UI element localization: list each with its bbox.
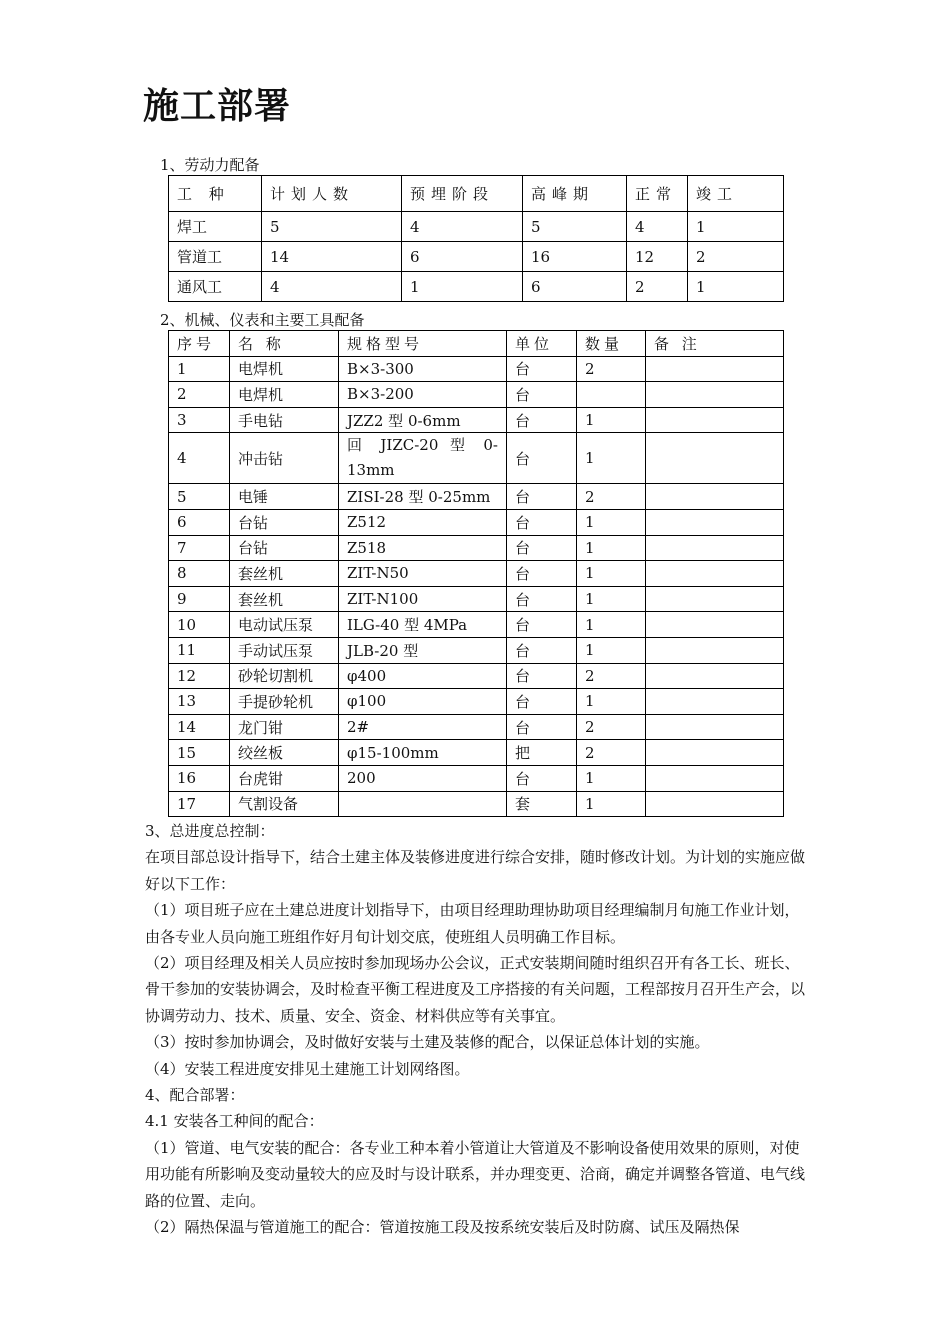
table-cell: 2 [688, 242, 784, 272]
table-cell: φ100 [339, 689, 507, 715]
table-header-cell: 名 称 [230, 331, 339, 357]
table-cell [646, 765, 784, 791]
table-cell: 台 [507, 612, 577, 638]
table-cell: 气割设备 [230, 791, 339, 817]
table-cell: 5 [169, 484, 230, 510]
tool-row [169, 535, 784, 561]
table-cell: 14 [262, 242, 402, 272]
table-cell [646, 356, 784, 382]
table-cell: 套 [507, 791, 577, 817]
table-cell: 套丝机 [230, 586, 339, 612]
body-text [145, 818, 810, 1241]
table-cell: 台 [507, 509, 577, 535]
table-cell [646, 612, 784, 638]
table-cell: φ15-100mm [339, 740, 507, 766]
table-cell [646, 561, 784, 587]
table-cell: ZISI-28 型 0-25mm [339, 484, 507, 510]
table-cell: 绞丝板 [230, 740, 339, 766]
table-cell: 台 [507, 765, 577, 791]
table-cell: 2 [627, 272, 688, 302]
table-cell: 2 [577, 714, 646, 740]
table-header-cell: 数量 [577, 331, 646, 357]
table-cell: 2 [577, 484, 646, 510]
tools-table [168, 330, 784, 817]
table-cell: 13 [169, 689, 230, 715]
table-cell: 台 [507, 484, 577, 510]
table-cell: 2 [577, 663, 646, 689]
table-cell [339, 791, 507, 817]
table-cell: 8 [169, 561, 230, 587]
section3-paragraph: （3）按时参加协调会，及时做好安装与土建及装修的配合，以保证总体计划的实施。 [145, 1033, 710, 1052]
table-cell [646, 509, 784, 535]
table-cell: 1 [688, 212, 784, 242]
table-cell: 台钻 [230, 509, 339, 535]
labor-row [169, 212, 784, 242]
table-cell: B×3-300 [339, 356, 507, 382]
section3-heading: 3、总进度总控制： [145, 822, 275, 840]
table-cell: 龙门钳 [230, 714, 339, 740]
table-cell: JLB-20 型 [339, 637, 507, 663]
table-header-cell: 正常 [627, 176, 688, 212]
table-cell: 16 [169, 765, 230, 791]
table-cell: φ400 [339, 663, 507, 689]
tool-row [169, 612, 784, 638]
table-cell [646, 740, 784, 766]
table-cell: 6 [523, 272, 627, 302]
table-cell: 1 [577, 765, 646, 791]
table-cell: 1 [577, 791, 646, 817]
table-cell: 手提砂轮机 [230, 689, 339, 715]
table-cell: 回 JIZC-20 型 0-13mm [339, 433, 507, 484]
table-cell: 4 [627, 212, 688, 242]
table-cell: 台 [507, 382, 577, 408]
table-cell [577, 382, 646, 408]
table-cell: 2 [577, 740, 646, 766]
labor-table [168, 175, 784, 302]
tool-row [169, 791, 784, 817]
table-cell [646, 535, 784, 561]
table-cell: 2 [169, 382, 230, 408]
table-cell: B×3-200 [339, 382, 507, 408]
table-header-cell: 竣工 [688, 176, 784, 212]
table-cell: 1 [577, 612, 646, 638]
table-cell [646, 637, 784, 663]
table-cell: 电动试压泵 [230, 612, 339, 638]
table-cell: 14 [169, 714, 230, 740]
table-cell: 电焊机 [230, 356, 339, 382]
section3-paragraph: （1）项目班子应在土建总进度计划指导下，由项目经理助理协助项目经理编制月旬施工作业计划，由各专业人员向施工班组作好月旬计划交底，使班组人员明确工作目标。 [145, 901, 800, 946]
table-cell: 台 [507, 561, 577, 587]
table-cell: 手电钻 [230, 407, 339, 433]
table-cell [646, 407, 784, 433]
tool-row [169, 356, 784, 382]
table-header-cell: 计划人数 [262, 176, 402, 212]
labor-row [169, 242, 784, 272]
page-title: 施工部署 [143, 86, 292, 127]
table-cell: 1 [577, 535, 646, 561]
table-cell: 1 [577, 586, 646, 612]
tool-row [169, 740, 784, 766]
table-header-cell: 备 注 [646, 331, 784, 357]
table-cell: 台 [507, 637, 577, 663]
table-header-cell: 序号 [169, 331, 230, 357]
table-cell: 台 [507, 356, 577, 382]
tool-row [169, 663, 784, 689]
tool-row [169, 586, 784, 612]
table-cell: 通风工 [169, 272, 262, 302]
section2-heading: 2、机械、仪表和主要工具配备 [160, 311, 365, 329]
table-cell: 3 [169, 407, 230, 433]
table-cell [646, 433, 784, 484]
table-cell: 砂轮切割机 [230, 663, 339, 689]
table-header-row [169, 176, 784, 212]
section4-paragraph: （2）隔热保温与管道施工的配合：管道按施工段及按系统安装后及时防腐、试压及隔热保 [145, 1218, 740, 1237]
table-cell: 1 [577, 433, 646, 484]
table-cell: 12 [169, 663, 230, 689]
table-cell: 台 [507, 433, 577, 484]
table-header-cell: 工 种 [169, 176, 262, 212]
section4-subheading: 4.1 安装各工种间的配合： [145, 1112, 324, 1131]
table-cell: 4 [402, 212, 523, 242]
table-cell: 16 [523, 242, 627, 272]
table-cell: 电锤 [230, 484, 339, 510]
table-cell: 管道工 [169, 242, 262, 272]
table-cell: 4 [262, 272, 402, 302]
table-cell [646, 484, 784, 510]
table-cell: 17 [169, 791, 230, 817]
table-cell: ILG-40 型 4MPa [339, 612, 507, 638]
table-cell: 11 [169, 637, 230, 663]
table-cell: 台 [507, 407, 577, 433]
table-cell: 套丝机 [230, 561, 339, 587]
table-cell: 5 [523, 212, 627, 242]
section3-paragraph: （4）安装工程进度安排见土建施工计划网络图。 [145, 1059, 470, 1078]
tool-row [169, 509, 784, 535]
table-cell: 200 [339, 765, 507, 791]
table-cell: 1 [688, 272, 784, 302]
section1-heading: 1、劳动力配备 [160, 156, 260, 174]
table-cell: 10 [169, 612, 230, 638]
table-cell [646, 382, 784, 408]
tool-row [169, 407, 784, 433]
table-cell: 电焊机 [230, 382, 339, 408]
section4-paragraph: （1）管道、电气安装的配合：各专业工种本着小管道让大管道及不影响设备使用效果的原则，对使用功能有所影响及变动量较大的应及时与设计联系，并办理变更、洽商，确定并调整各管道、电气线路的位置、走向。 [145, 1138, 806, 1210]
table-cell: 把 [507, 740, 577, 766]
table-cell: 冲击钻 [230, 433, 339, 484]
table-cell: 台钻 [230, 535, 339, 561]
table-cell: 1 [169, 356, 230, 382]
table-cell: 6 [402, 242, 523, 272]
table-cell: 1 [577, 689, 646, 715]
tool-row [169, 689, 784, 715]
table-cell [646, 791, 784, 817]
table-header-cell: 单位 [507, 331, 577, 357]
table-cell: 4 [169, 433, 230, 484]
labor-row [169, 272, 784, 302]
tool-row [169, 765, 784, 791]
tool-row [169, 561, 784, 587]
table-header-cell: 高峰期 [523, 176, 627, 212]
table-cell: JZZ2 型 0-6mm [339, 407, 507, 433]
table-cell: Z518 [339, 535, 507, 561]
table-cell [646, 689, 784, 715]
section4-heading: 4、配合部署： [145, 1086, 245, 1105]
table-header-cell: 规格型号 [339, 331, 507, 357]
table-cell: 12 [627, 242, 688, 272]
table-cell: 9 [169, 586, 230, 612]
tool-row [169, 484, 784, 510]
tool-row [169, 433, 784, 484]
table-cell: 15 [169, 740, 230, 766]
table-cell [646, 586, 784, 612]
table-cell: 焊工 [169, 212, 262, 242]
table-cell [646, 663, 784, 689]
table-header-cell: 预埋阶段 [402, 176, 523, 212]
table-cell: 7 [169, 535, 230, 561]
table-cell: 1 [577, 561, 646, 587]
table-cell: 台 [507, 535, 577, 561]
table-cell: 1 [577, 637, 646, 663]
section3-paragraph: 在项目部总设计指导下，结合土建主体及装修进度进行综合安排，随时修改计划。为计划的实施应做好以下工作： [145, 848, 806, 893]
table-cell [646, 714, 784, 740]
table-cell: 1 [577, 407, 646, 433]
table-cell: 2 [577, 356, 646, 382]
table-cell: Z512 [339, 509, 507, 535]
table-cell: ZIT-N50 [339, 561, 507, 587]
tool-row [169, 382, 784, 408]
table-cell: 台 [507, 714, 577, 740]
table-cell: 5 [262, 212, 402, 242]
table-cell: 台虎钳 [230, 765, 339, 791]
section3-paragraph: （2）项目经理及相关人员应按时参加现场办公会议，正式安装期间随时组织召开有各工长、班长、骨干参加的安装协调会，及时检查平衡工程进度及工序搭接的有关问题，工程部按月召开生产会，以协调劳动力、技术、质量、安全、资金、材料供应等有关事宜。 [145, 954, 806, 1025]
table-cell: 手动试压泵 [230, 637, 339, 663]
tool-row [169, 637, 784, 663]
tool-row [169, 714, 784, 740]
table-cell: 台 [507, 689, 577, 715]
table-cell: 台 [507, 663, 577, 689]
table-cell: ZIT-N100 [339, 586, 507, 612]
table-header-row [169, 331, 784, 357]
table-cell: 台 [507, 586, 577, 612]
table-cell: 1 [402, 272, 523, 302]
table-cell: 2# [339, 714, 507, 740]
table-cell: 1 [577, 509, 646, 535]
table-cell: 6 [169, 509, 230, 535]
